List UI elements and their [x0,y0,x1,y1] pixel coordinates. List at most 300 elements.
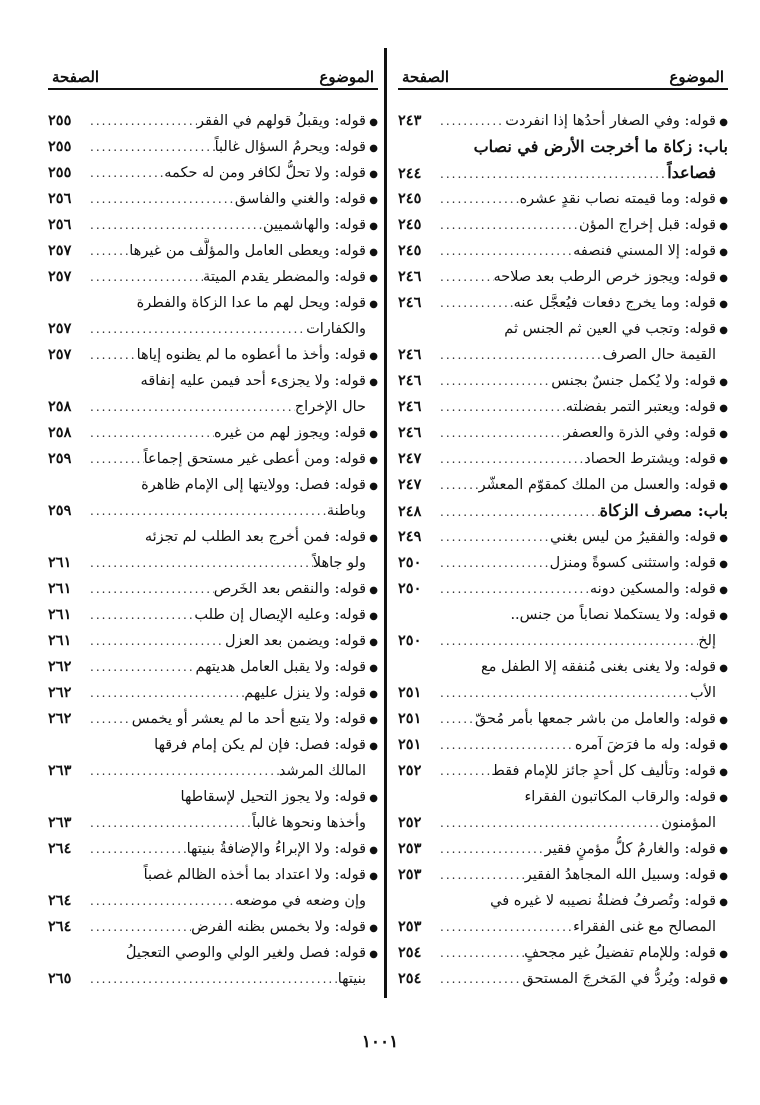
index-entry [398,706,728,732]
entry-text: قوله: ويعتبر التمر بفضلته [565,399,716,415]
entry-page-number: ٢٥٨ [48,424,72,441]
dot-leader [436,472,479,498]
entry-text: قوله: وفي الصغار أحدُها إذا انفردت [505,113,716,129]
entry-text: قوله: ويضمن بعد العزل [225,633,366,649]
dot-leader [86,420,214,446]
page-number: ١٠٠١ [361,1032,399,1052]
bullet-icon: ● [719,715,728,726]
entry-text: ولو جاهلاً [312,555,366,571]
entry-text: قوله: والعسل من الملك كمقوّم المعشّر [478,477,716,493]
entry-line [48,810,378,836]
bullet-icon: ● [719,741,728,752]
bullet-icon: ● [719,533,728,544]
entry-page-number: ٢٥٣ [398,866,422,883]
entry-line [398,160,728,186]
entry-text: باب: زكاة ما أخرجت الأرض في نصاب [473,137,728,156]
dot-leader [86,342,137,368]
entry-line [48,446,378,472]
bullet-icon: ● [369,273,378,284]
entry-line [398,498,728,524]
index-entry [48,368,378,420]
entry-text: قوله: ولا تحلُّ لكافر ومن له حكمه [164,165,366,181]
dot-leader [436,732,575,758]
index-entry [48,602,378,628]
entry-page-number: ٢٤٦ [398,398,422,415]
topic-label: الموضوع [669,68,724,86]
index-entry [398,524,728,550]
index-heading [398,498,728,524]
index-entry [48,472,378,524]
entry-line [48,186,378,212]
index-heading [398,134,728,186]
entry-text: وباطنة [326,503,366,519]
index-entry [48,186,378,212]
bullet-icon: ● [719,663,728,674]
entry-line [398,264,728,290]
entry-line [398,186,728,212]
index-entry [398,758,728,784]
dot-leader [436,212,579,238]
entry-line [398,368,728,394]
entry-line [48,836,378,862]
dot-leader [86,316,306,342]
entry-line [48,914,378,940]
bullet-icon: ● [369,195,378,206]
bullet-icon: ● [369,637,378,648]
entry-page-number: ٢٤٤ [398,165,422,182]
bullet-icon: ● [369,143,378,154]
bullet-icon: ● [369,117,378,128]
entry-line [398,706,728,732]
index-entry [398,368,728,394]
entry-text: قوله: ولا بخمس بظنه الفرض [191,919,366,935]
left-entries [48,108,378,992]
bullet-icon: ● [369,871,378,882]
dot-leader [436,161,667,186]
entry-line [48,316,378,342]
dot-leader [86,264,203,290]
dot-leader [436,420,564,446]
entry-text: قوله: ولا يستكملا نصاباً من جنس.. [510,607,716,623]
entry-page-number: ٢٤٦ [398,268,422,285]
bullet-icon: ● [719,585,728,596]
entry-text: قوله: ويعطى العامل والمؤلَّف من غيرها [129,243,366,259]
index-entry [48,108,378,134]
index-entry [48,654,378,680]
entry-line [48,160,378,186]
entry-page-number: ٢٥٠ [398,632,422,649]
entry-page-number: ٢٦١ [48,580,72,597]
bullet-icon: ● [719,793,728,804]
entry-page-number: ٢٥٧ [48,268,72,285]
bullet-icon: ● [369,351,378,362]
entry-page-number: ٢٥١ [398,736,422,753]
index-entry [48,940,378,992]
entry-line [48,290,378,316]
bullet-icon: ● [369,377,378,388]
entry-page-number: ٢٦٢ [48,684,72,701]
entry-line [398,940,728,966]
index-entry [48,134,378,160]
entry-text: قوله: وتُصرفُ فضلةُ نصيبه لا غيره في [490,893,716,909]
entry-page-number: ٢٥٧ [48,242,72,259]
entry-line [398,732,728,758]
left-column [48,56,378,992]
bullet-icon: ● [369,611,378,622]
entry-page-number: ٢٦١ [48,606,72,623]
index-entry [48,862,378,914]
entry-text: قوله: ومن أعطى غير مستحق إجماعاً [143,451,366,467]
bullet-icon: ● [719,429,728,440]
index-entry [48,342,378,368]
dot-leader [86,550,313,576]
entry-text: قوله: والنقص بعد الخَرص [213,581,366,597]
entry-page-number: ٢٤٣ [398,112,422,129]
dot-leader [436,290,514,316]
bullet-icon: ● [369,221,378,232]
dot-leader [86,836,187,862]
index-entry [398,888,728,940]
entry-page-number: ٢٦٣ [48,814,72,831]
entry-line [398,680,728,706]
entry-page-number: ٢٤٥ [398,216,422,233]
entry-text: وأخذها ونحوها غالباً [251,815,366,831]
entry-line [48,784,378,810]
entry-text: فصاعداً [667,163,716,182]
index-entry [48,628,378,654]
dot-leader [86,966,338,992]
entry-line [398,914,728,940]
dot-leader [436,108,505,134]
dot-leader [436,264,494,290]
dot-leader [436,966,522,992]
bullet-icon: ● [369,247,378,258]
entry-text: قوله: وفي الذرة والعصفر [563,425,716,441]
entry-text: قوله: ويجوز خرص الرطب بعد صلاحه [493,269,716,285]
entry-text: والكفارات [306,321,366,337]
entry-page-number: ٢٥٧ [48,320,72,337]
dot-leader [86,212,263,238]
bullet-icon: ● [369,533,378,544]
entry-text: قوله: ويشترط الحصاد [584,451,716,467]
index-entry [48,290,378,342]
dot-leader [436,342,602,368]
entry-page-number: ٢٥٦ [48,190,72,207]
entry-line [398,810,728,836]
entry-page-number: ٢٤٦ [398,424,422,441]
index-entry [48,706,378,732]
entry-line [48,472,378,498]
bullet-icon: ● [369,299,378,310]
topic-label: الموضوع [319,68,374,86]
entry-page-number: ٢٥٩ [48,502,72,519]
index-entry [398,316,728,368]
entry-text: قوله: قبل إخراج المؤن [579,217,716,233]
entry-page-number: ٢٤٥ [398,190,422,207]
index-entry [398,654,728,706]
entry-text: قوله: ولا يجوز التحيل لإسقاطها [180,789,366,805]
entry-text: قوله: واستثنى كسوةً ومنزل [549,555,716,571]
dot-leader [86,446,144,472]
entry-line [48,342,378,368]
entry-text: قوله: وما يخرج دفعات فيُعجَّل عنه [513,295,716,311]
dot-leader [86,680,244,706]
entry-page-number: ٢٥٦ [48,216,72,233]
bullet-icon: ● [369,663,378,674]
entry-page-number: ٢٤٥ [398,242,422,259]
entry-text: قوله: ولا يتبع أحد ما لم يعشر أو يخمس [131,711,366,727]
entry-page-number: ٢٤٨ [398,503,422,520]
entry-page-number: ٢٤٧ [398,476,422,493]
bullet-icon: ● [719,117,728,128]
bullet-icon: ● [719,195,728,206]
entry-text: المؤمنون [661,815,716,831]
right-entries [398,108,728,992]
entry-text: قوله: والعامل من باشر جمعها بأمر مُحقّ [474,711,716,727]
bullet-icon: ● [719,377,728,388]
index-entry [398,472,728,498]
bullet-icon: ● [719,871,728,882]
index-entry [398,732,728,758]
entry-text: قوله: وتأليف كل أحدٍ جائز للإمام فقط [491,763,716,779]
entry-line [48,264,378,290]
dot-leader [436,524,550,550]
entry-line [48,654,378,680]
bullet-icon: ● [719,949,728,960]
entry-page-number: ٢٥٩ [48,450,72,467]
entry-text: قوله: وللإمام تفضيلُ غير مجحفٍ [524,945,716,961]
bullet-icon: ● [369,481,378,492]
entry-text: قوله: ويقبلُ قولهم في الفقر [197,113,366,129]
index-entry [398,602,728,654]
entry-page-number: ٢٥٠ [398,554,422,571]
entry-text: قوله: ولا ينزل عليهم [244,685,366,701]
entry-line [48,550,378,576]
index-entry [398,862,728,888]
entry-line [48,524,378,550]
dot-leader [436,758,491,784]
dot-leader [86,758,279,784]
entry-text: قوله: ويُردُّ في المَخرجَ المستحق [522,971,716,987]
entry-text: قوله: والرقاب المكاتبون الفقراء [524,789,716,805]
entry-line [398,524,728,550]
index-entry [398,836,728,862]
page-label: الصفحة [52,68,100,86]
entry-text: قوله: ويحل لهم ما عدا الزكاة والفطرة [136,295,366,311]
entry-text: قوله: ويجوز لهم من غيره [214,425,366,441]
entry-line [48,368,378,394]
entry-page-number: ٢٦٥ [48,970,72,987]
entry-line [48,134,378,160]
entry-line [398,758,728,784]
entry-text: إلخ [698,633,716,649]
dot-leader [86,134,215,160]
bullet-icon: ● [369,949,378,960]
entry-page-number: ٢٥٤ [398,944,422,961]
entry-line [48,862,378,888]
entry-page-number: ٢٥٥ [48,112,72,129]
entry-line [48,212,378,238]
right-column-header [398,56,728,90]
dot-leader [436,238,573,264]
bullet-icon: ● [719,481,728,492]
bullet-icon: ● [369,169,378,180]
bullet-icon: ● [719,299,728,310]
dot-leader [86,888,235,914]
dot-leader [436,914,573,940]
bullet-icon: ● [719,325,728,336]
entry-text: قوله: ولا يجزىء أحد فيمن عليه إنفاقه [140,373,366,389]
entry-line [398,108,728,134]
entry-text: قوله: إلا المسني فنصفه [573,243,716,259]
entry-page-number: ٢٤٦ [398,346,422,363]
index-entry [398,238,728,264]
entry-page-number: ٢٦٤ [48,840,72,857]
dot-leader [436,446,584,472]
bullet-icon: ● [719,611,728,622]
entry-line [398,420,728,446]
entry-page-number: ٢٥٢ [398,814,422,831]
index-entry [398,290,728,316]
dot-leader [436,680,690,706]
bullet-icon: ● [369,715,378,726]
dot-leader [86,654,195,680]
index-entry [398,784,728,836]
bullet-icon: ● [369,923,378,934]
entry-text: قوله: وله ما فرَضَ آمره [574,737,716,753]
index-entry [398,446,728,472]
bullet-icon: ● [719,897,728,908]
index-entry [48,264,378,290]
bullet-icon: ● [719,247,728,258]
entry-page-number: ٢٥٢ [398,762,422,779]
index-entry [398,420,728,446]
entry-page-number: ٢٦٤ [48,892,72,909]
bullet-icon: ● [719,403,728,414]
entry-text: قوله: ولا يُكمل جنسٌ بجنس [551,373,716,389]
index-entry [48,576,378,602]
index-entry [398,940,728,966]
entry-text: المالك المرشد [278,763,366,779]
dot-leader [436,836,545,862]
dot-leader [86,394,295,420]
entry-page-number: ٢٥٥ [48,164,72,181]
entry-text: قوله: وتجب في العين ثم الجنس ثم [504,321,716,337]
dot-leader [436,186,520,212]
index-entry [48,212,378,238]
entry-line [48,602,378,628]
index-entry [48,238,378,264]
index-entry [48,680,378,706]
dot-leader [436,628,698,654]
entry-page-number: ٢٦٢ [48,658,72,675]
entry-line [48,966,378,992]
index-entry [48,446,378,472]
entry-page-number: ٢٤٩ [398,528,422,545]
entry-line [398,342,728,368]
entry-page-number: ٢٦٤ [48,918,72,935]
index-entry [48,914,378,940]
entry-line [398,576,728,602]
bullet-icon: ● [369,585,378,596]
entry-line [398,446,728,472]
bullet-icon: ● [719,273,728,284]
entry-page-number: ٢٥٤ [398,970,422,987]
entry-line [48,108,378,134]
bullet-icon: ● [719,975,728,986]
dot-leader [86,186,235,212]
index-entry [48,524,378,576]
entry-line [48,888,378,914]
bullet-icon: ● [369,845,378,856]
entry-page-number: ٢٥٥ [48,138,72,155]
entry-page-number: ٢٥١ [398,710,422,727]
right-column [398,56,728,992]
entry-text: قوله: فصل: وولايتها إلى الإمام ظاهرة [141,477,366,493]
index-entry [48,420,378,446]
index-entry [398,108,728,134]
dot-leader [436,810,661,836]
dot-leader [86,628,225,654]
entry-text: الأب [690,685,716,701]
bullet-icon: ● [369,455,378,466]
dot-leader [86,238,129,264]
entry-line [398,862,728,888]
entry-page-number: ٢٦٢ [48,710,72,727]
entry-text: قوله: والغني والفاسق [234,191,366,207]
index-entry [398,576,728,602]
entry-line [398,238,728,264]
page-label: الصفحة [402,68,450,86]
entry-line [398,966,728,992]
dot-leader [86,576,214,602]
entry-line [48,680,378,706]
dot-leader [436,706,475,732]
bullet-icon: ● [719,221,728,232]
dot-leader [436,499,600,524]
entry-line [48,394,378,420]
entry-line [48,706,378,732]
dot-leader [436,862,525,888]
dot-leader [436,940,524,966]
bullet-icon: ● [719,559,728,570]
entry-line [398,290,728,316]
entry-line [48,732,378,758]
index-entry [48,160,378,186]
entry-line [398,628,728,654]
entry-line [398,394,728,420]
dot-leader [436,368,551,394]
entry-text: قوله: وما قيمته نصاب نقدٍ عشره [519,191,716,207]
bullet-icon: ● [369,689,378,700]
entry-page-number: ٢٦٣ [48,762,72,779]
entry-page-number: ٢٥٧ [48,346,72,363]
entry-line [398,654,728,680]
entry-text: قوله: وسبيل الله المجاهدُ الفقير [524,867,716,883]
entry-text: قوله: فصل ولغير الولي والوصي التعجيلُ [125,945,366,961]
dot-leader [86,706,132,732]
index-entry [398,550,728,576]
entry-text: قوله: ولا الإبراءُ والإضافةُ بنيتها [186,841,366,857]
entry-page-number: ٢٥٣ [398,918,422,935]
entry-text: قوله: فمن أخرج بعد الطلب لم تجزئه [144,529,366,545]
entry-text: قوله: والهاشميين [263,217,366,233]
entry-line [48,758,378,784]
entry-text: حال الإخراج [294,399,366,415]
index-entry [48,784,378,836]
dot-leader [86,810,252,836]
index-entry [48,732,378,784]
